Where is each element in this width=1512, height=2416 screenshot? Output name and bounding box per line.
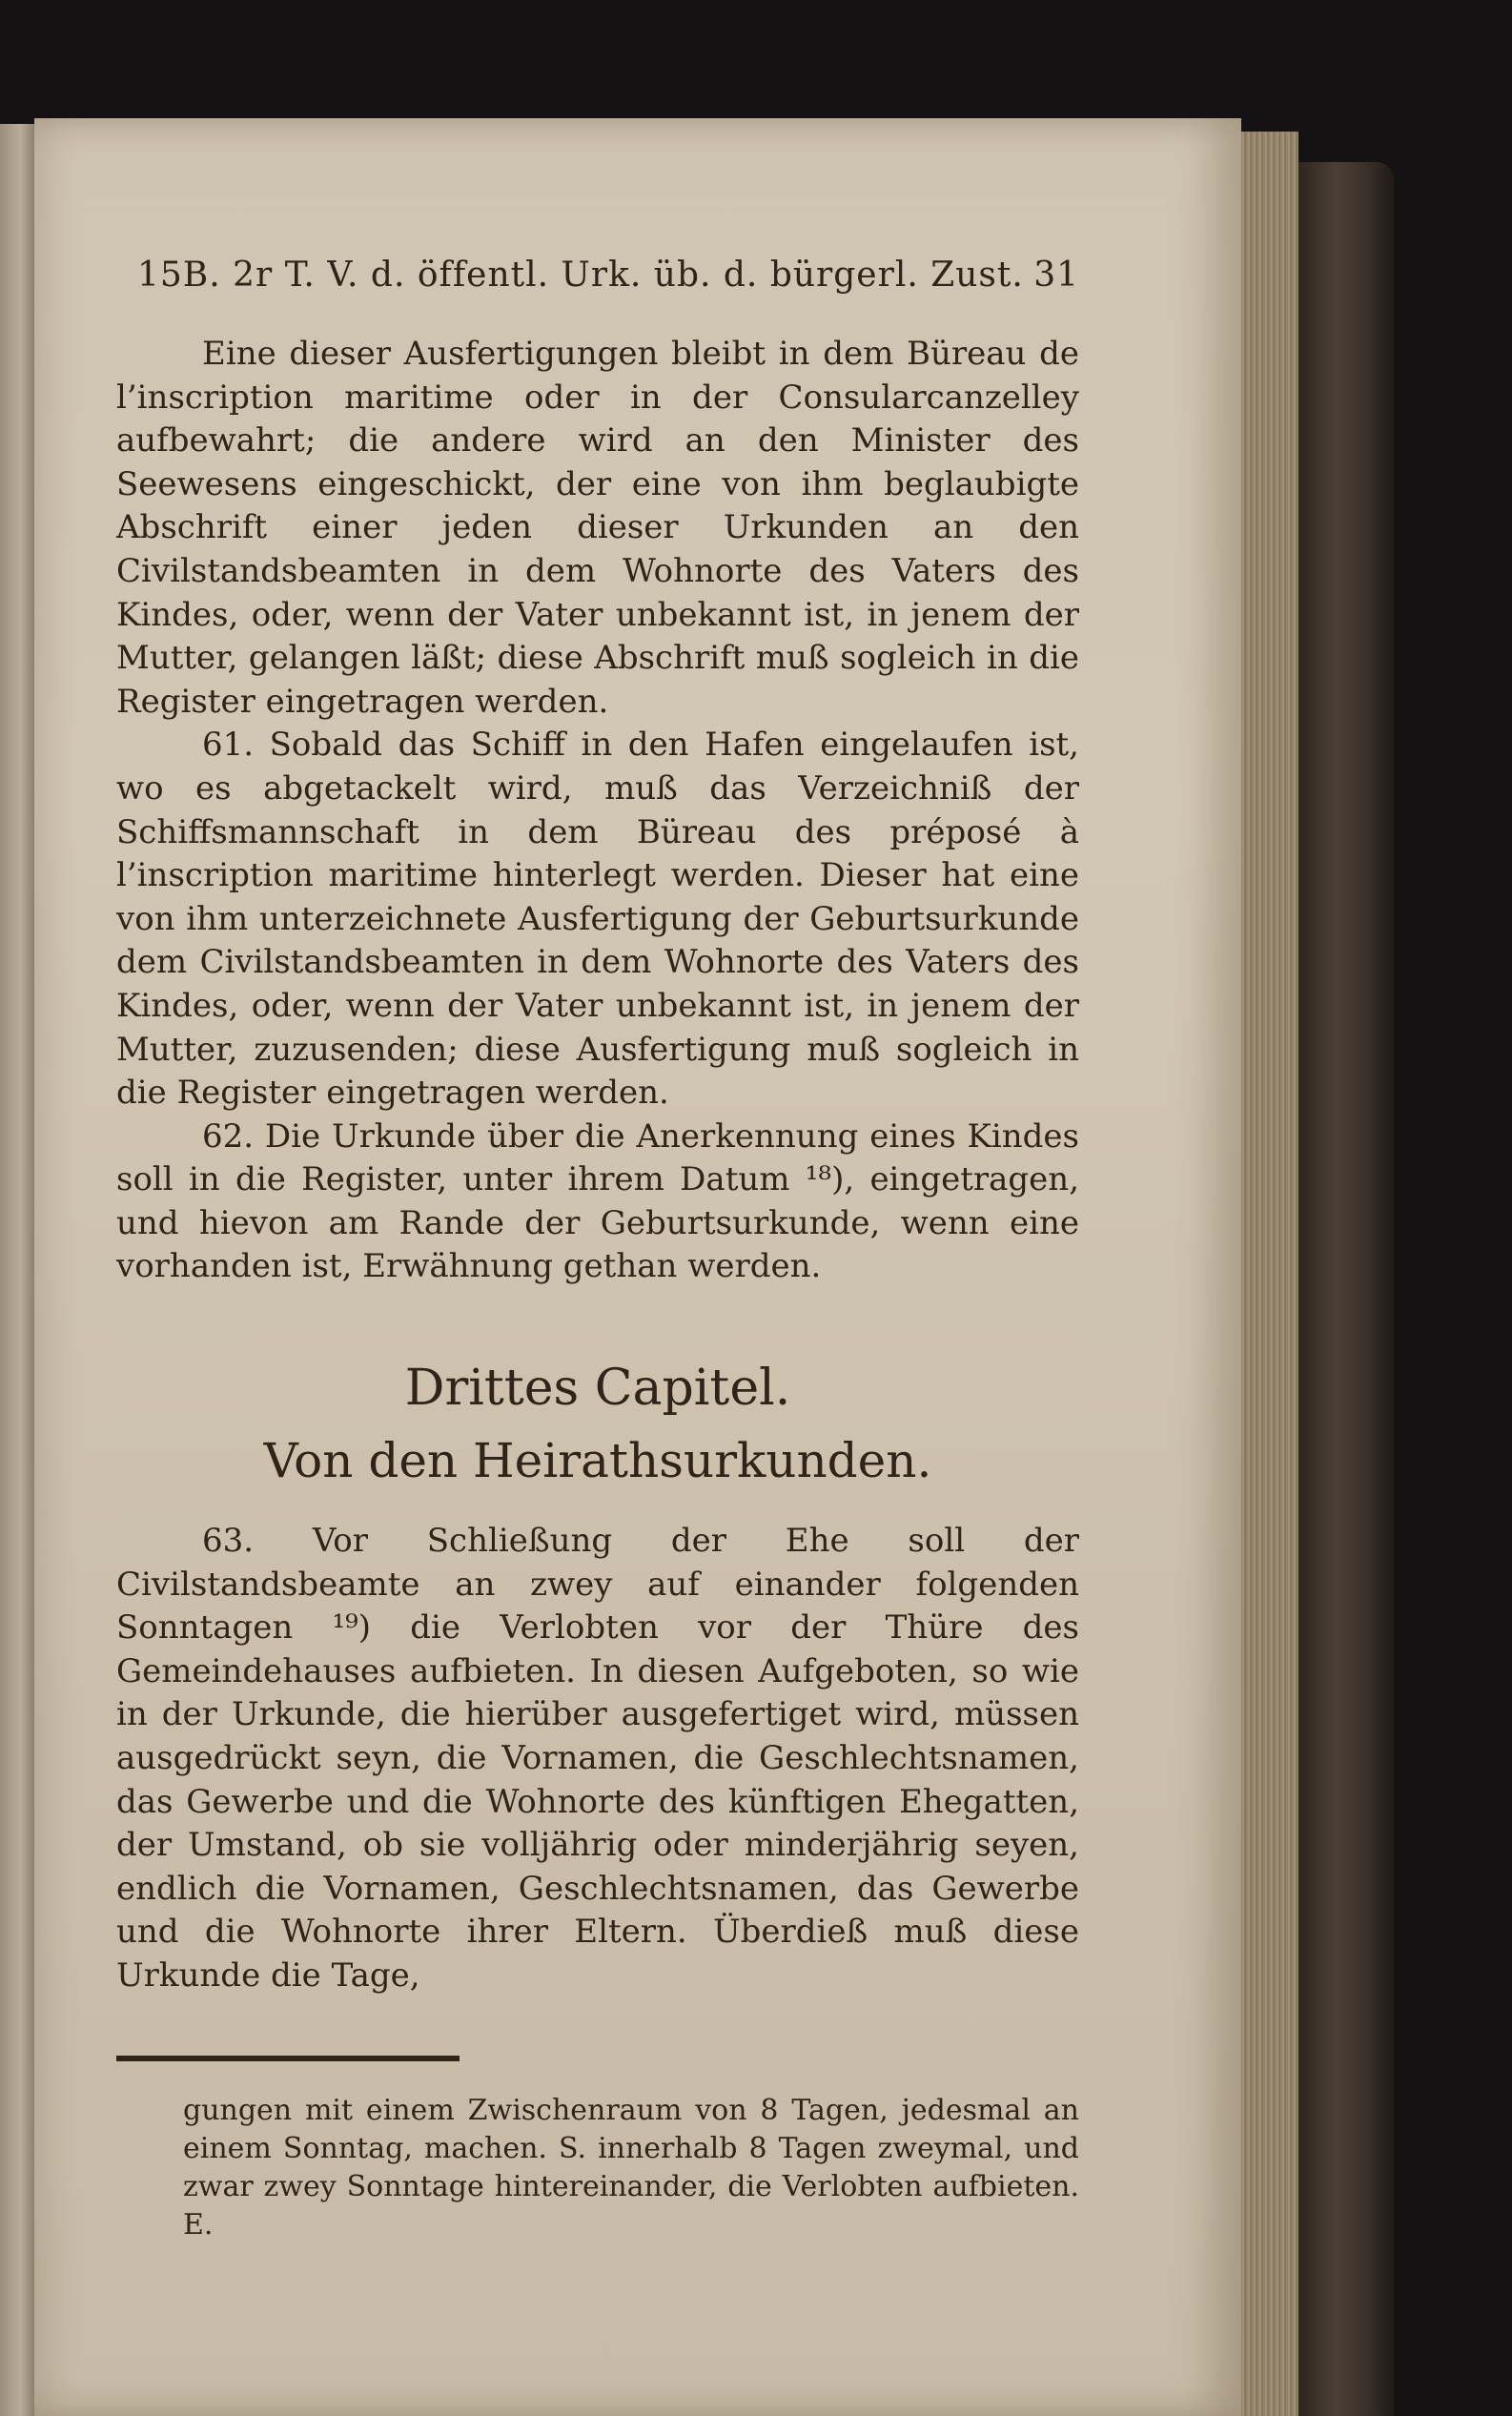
chapter-title: Drittes Capitel. — [404, 1360, 791, 1418]
paragraph-continuation: Eine dieser Ausfertigungen bleibt in dem Büreau de l’inscription maritime oder in der Consularcanzelley aufbewahrt; die andere wird an den Minister des Seewesens eingeschickt, der eine von ihm beglaubigte Abschrift einer jeden dieser Urkunden an den Civilstandsbeamten in dem Wohnorte des Vaters des Kindes, oder, wenn der Vater unbekannt ist, in jenem der Mutter, gelangen läßt; diese Abschrift muß sogleich in die Register eingetragen werden. — [116, 335, 1079, 721]
book-cover — [1298, 162, 1394, 2416]
left-page-edge — [0, 124, 34, 2416]
footnote-rule — [116, 2056, 460, 2061]
paragraph-62: 62. Die Urkunde über die Anerkennung eines Kindes soll in die Register, unter ihrem Datum ¹⁸), eingetragen, und hievon am Rande der Geburtsurkunde, wenn eine vorhanden ist, Erwähnung gethan werden. — [116, 1116, 1079, 1286]
page-number: 31 — [1033, 256, 1079, 295]
page-text-block — [116, 256, 1079, 2244]
paragraph-63: 63. Vor Schließung der Ehe soll der Civilstandsbeamte an zwey auf einander folgenden Sonntagen ¹⁹) die Verlobten vor der Thüre des Gemeindehauses aufbieten. In diesen Aufgeboten, so wie in der Urkunde, die hierüber ausgefertiget wird, müssen ausgedrückt seyn, die Vornamen, die Geschlechtsnamen, das Gewerbe und die Wohnorte des künftigen Ehegatten, der Umstand, ob sie volljährig oder minderjährig seyen, endlich die Vornamen, Geschlechtsnamen, das Gewerbe und die Wohnorte ihrer Eltern. Überdieß muß diese Urkunde die Tage, — [116, 1522, 1079, 1995]
running-head — [137, 256, 1079, 295]
running-head-title: 15B. 2r T. V. d. öffentl. Urk. üb. d. bürgerl. Zust. — [137, 256, 1024, 295]
footnote: gungen mit einem Zwischenraum von 8 Tagen, jedesmal an einem Sonntag, machen. S. innerhalb 8 Tagen zweymal, und zwar zwey Sonntage hintereinander, die Verlobten aufbieten. E. — [183, 2093, 1079, 2242]
page-fore-edge — [1241, 132, 1298, 2416]
section-title: Von den Heirathsurkunden. — [263, 1433, 932, 1489]
paragraph-61: 61. Sobald das Schiff in den Hafen eingelaufen ist, wo es abgetackelt wird, muß das Verzeichniß der Schiffsmannschaft in dem Büreau des préposé à l’inscription maritime hinterlegt werden. Dieser hat eine von ihm unterzeichnete Ausfertigung der Geburtsurkunde dem Civilstandsbeamten in dem Wohnorte des Vaters des Kindes, oder, wenn der Vater unbekannt ist, in jenem der Mutter, zuzusenden; diese Ausfertigung muß sogleich in die Register eingetragen werden. — [116, 726, 1079, 1113]
